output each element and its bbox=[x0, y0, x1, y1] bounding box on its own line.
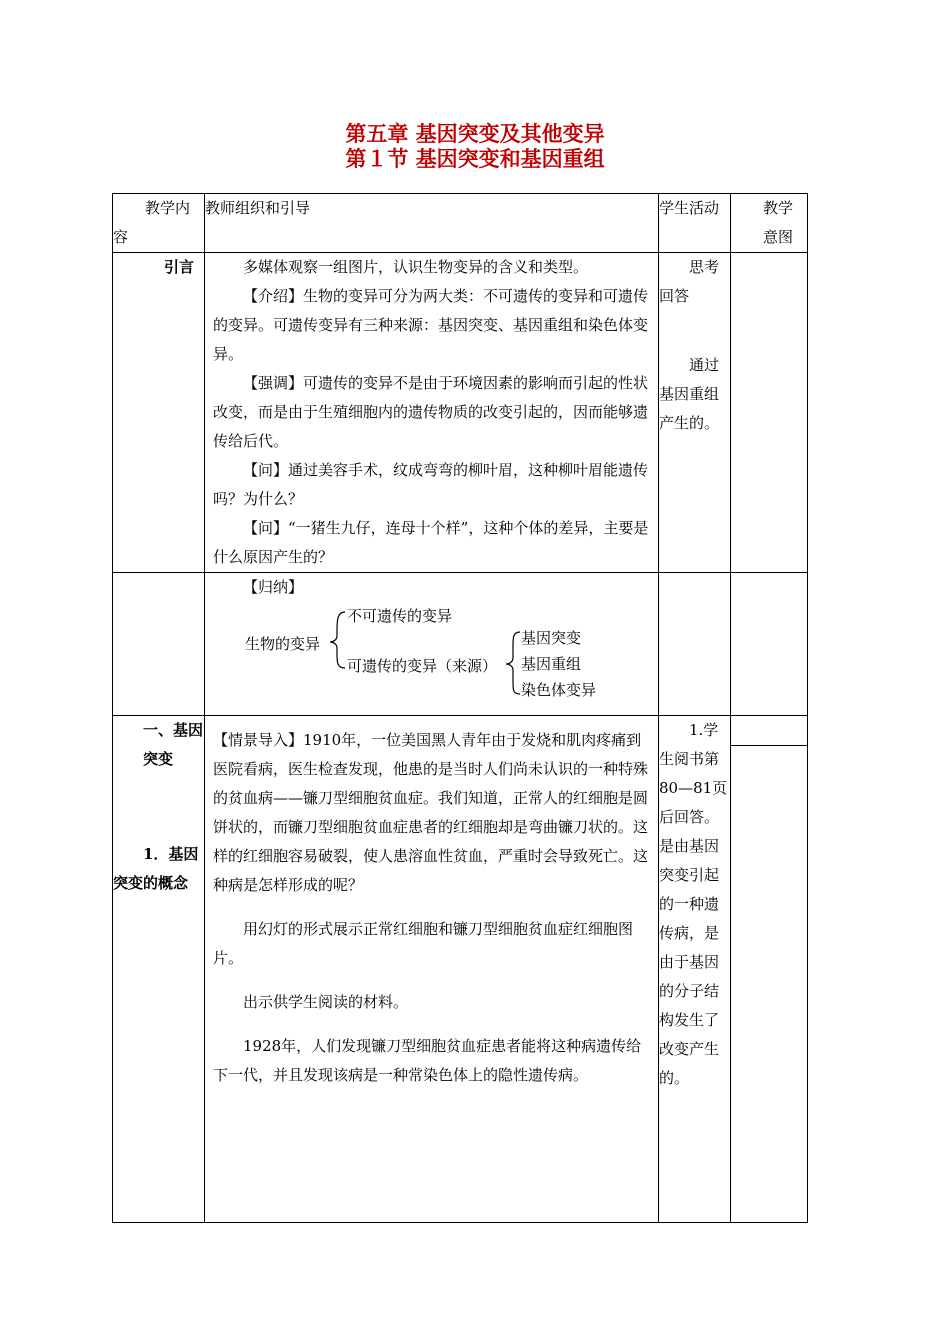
header-content: 教学内容 bbox=[113, 194, 205, 253]
intro-paragraph: 【问】“一猪生九仔，连母十个样”，这种个体的差异，主要是什么原因产生的？ bbox=[213, 519, 649, 566]
teacher-cell-mutation bbox=[205, 716, 659, 1223]
intro-paragraph: 【介绍】生物的变异可分为两大类：不可遗传的变异和可遗传的变异。可遗传变异有三种来源：基因突变、基因重组和染色体变异。 bbox=[213, 287, 649, 363]
chapter-title: 第五章 基因突变及其他变异 bbox=[345, 121, 605, 146]
student-activity: 1.学生阅书第80—81页后回答。是由基因突变引起的一种遗传病，是由于基因的分子结构发生了改变产生的。 bbox=[659, 721, 728, 1087]
table-header-row bbox=[113, 194, 808, 253]
diagram-source: 染色体变异 bbox=[521, 681, 597, 699]
intent-cell-mutation bbox=[731, 716, 808, 1223]
intro-paragraph: 【强调】可遗传的变异不是由于环境因素的影响而引起的性状改变，而是由于生殖细胞内的遗传物质的改变引起的，因而能够遗传给后代。 bbox=[213, 374, 649, 450]
header-intent bbox=[731, 194, 808, 253]
section-title: 第１节 基因突变和基因重组 bbox=[345, 146, 605, 171]
diagram-source: 基因突变 bbox=[521, 629, 582, 647]
table-row bbox=[113, 716, 808, 1223]
teacher-paragraph: 用幻灯的形式展示正常红细胞和镰刀型细胞贫血症红细胞图片。 bbox=[213, 920, 634, 967]
section-heading: 一、基因突变 bbox=[143, 721, 204, 768]
cell-divider bbox=[731, 745, 807, 746]
table-row bbox=[113, 253, 808, 573]
summary-label: 【归纳】 bbox=[243, 578, 304, 596]
table-row bbox=[113, 573, 808, 716]
subsection-heading: 1．基因突变的概念 bbox=[113, 845, 199, 892]
header-student: 学生活动 bbox=[659, 194, 731, 253]
intent-cell-intro bbox=[731, 253, 808, 573]
student-cell-empty bbox=[659, 573, 731, 716]
student-activity: 通过基因重组产生的。 bbox=[659, 356, 720, 432]
teacher-paragraph: 出示供学生阅读的材料。 bbox=[243, 993, 409, 1011]
row-label-intro: 引言 bbox=[113, 253, 205, 573]
teacher-paragraph: 1928年，人们发现镰刀型细胞贫血症患者能将这种病遗传给下一代，并且发现该病是一种常染色体上的隐性遗传病。 bbox=[213, 1037, 642, 1084]
row-label-mutation bbox=[113, 716, 205, 1223]
header-intent-text: 教学意图 bbox=[763, 199, 794, 246]
row-label-empty bbox=[113, 573, 205, 716]
diagram-root: 生物的变异 bbox=[245, 635, 321, 653]
student-activity: 思考回答 bbox=[659, 258, 720, 305]
lesson-plan-table bbox=[112, 193, 808, 1223]
intro-paragraph: 【问】通过美容手术，纹成弯弯的柳叶眉，这种柳叶眉能遗传吗？为什么？ bbox=[213, 461, 649, 508]
student-cell-mutation bbox=[659, 716, 731, 1223]
student-cell-intro bbox=[659, 253, 731, 573]
teacher-cell-intro bbox=[205, 253, 659, 573]
classification-diagram bbox=[245, 602, 658, 710]
diagram-branch-nonheritable: 不可遗传的变异 bbox=[347, 607, 453, 625]
intro-paragraph: 多媒体观察一组图片，认识生物变异的含义和类型。 bbox=[243, 258, 589, 276]
intent-cell-empty bbox=[731, 573, 808, 716]
summary-cell bbox=[205, 573, 659, 716]
diagram-source: 基因重组 bbox=[521, 655, 582, 673]
diagram-branch-heritable: 可遗传的变异（来源） bbox=[347, 657, 498, 675]
header-teacher: 教师组织和引导 bbox=[205, 194, 659, 253]
scenario-paragraph: 【情景导入】1910年，一位美国黑人青年由于发烧和肌肉疼痛到医院看病，医生检查发现，他患的是当时人们尚未认识的一种特殊的贫血病——镰刀型细胞贫血症。我们知道，正常人的红细胞是圆饼状的，而镰刀型细胞贫血症患者的红细胞却是弯曲镰刀状的。这样的红细胞容易破裂，使人患溶血性贫血，严重时会导致死亡。这种病是怎样形成的呢？ bbox=[213, 731, 649, 894]
